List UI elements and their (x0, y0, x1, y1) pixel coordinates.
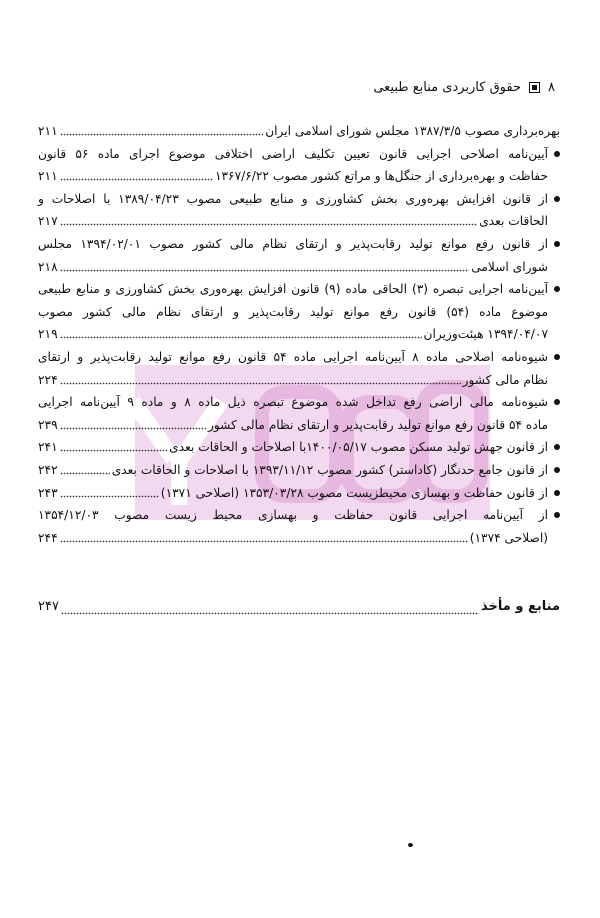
bullet-icon (554, 490, 560, 496)
toc-entry[interactable] (38, 233, 560, 278)
toc-entry[interactable] (38, 504, 560, 549)
bullet-icon (554, 241, 560, 247)
toc-page-number: ۲۴۱ (38, 440, 58, 455)
toc-entry[interactable] (38, 120, 560, 143)
dot-leader (61, 599, 479, 617)
bullet-icon (554, 399, 560, 405)
toc-entry-text: نظام مالی کشور (462, 372, 548, 387)
toc-entry-text: شورای اسلامی (471, 259, 548, 274)
toc-entry-text: از قانون افزایش بهره‌وری بخش کشاورزی و منابع طبیعی مصوب ۱۳۸۹/۰۴/۲۳ با اصلاحات و (38, 191, 548, 206)
toc-entry-text: شیوه‌نامه مالی اراضی رفع تداخل شده موضوع تبصره ذیل ماده ۸ و ماده ۹ آیین‌نامه اجرایی (38, 395, 549, 410)
toc-entry-text: بهره‌برداری مصوب ۱۳۸۷/۳/۵ مجلس شورای اسلامی ایران (265, 124, 560, 138)
toc-entry-text: الحاقات بعدی (479, 214, 548, 229)
toc-page-number: ۲۴۲ (38, 462, 58, 477)
toc-entry[interactable] (38, 143, 560, 188)
toc-entry-text: (اصلاحی ۱۳۷۴) (469, 530, 548, 545)
toc-entry-text: موضوع ماده (۵۴) قانون رفع موانع تولید رقابت‌پذیر و ارتقای نظام مالی کشور مصوب (38, 304, 548, 319)
toc-entry-text: از آیین‌نامه اجرایی قانون حفاظت و بهسازی محیط زیست مصوب ۱۳۵۴/۱۲/۰۳ (38, 508, 548, 523)
square-bullet-icon (529, 82, 540, 93)
dot-leader (60, 436, 168, 454)
dot-leader (60, 414, 206, 432)
toc-page-number: ۲۲۴ (38, 372, 58, 387)
footer-mark (408, 843, 413, 847)
table-of-contents (38, 120, 560, 549)
running-header (373, 80, 555, 95)
dot-leader (60, 210, 478, 228)
bullet-icon (554, 467, 560, 473)
toc-entry-text: ماده ۵۴ قانون رفع موانع تولید رقابت‌پذیر و ارتقای نظام مالی کشور (208, 417, 548, 432)
page-number: ۸ (548, 80, 555, 95)
bullet-icon (554, 286, 560, 292)
toc-entry-text: از قانون حفاظت و بهسازی محیطزیست مصوب ۱۳۵۳/۰۳/۲۸ (اصلاحی ۱۳۷۱) (160, 485, 548, 500)
section-title: منابع و مأخذ (481, 599, 560, 614)
toc-section-references[interactable] (38, 599, 560, 617)
dot-leader (60, 256, 470, 274)
toc-entry-text: شیوه‌نامه اصلاحی ماده ۸ آیین‌نامه اجرایی ماده ۵۴ قانون رفع موانع تولید رقابت‌پذیر و ارتقای (38, 349, 548, 364)
toc-page-number: ۲۴۳ (38, 485, 58, 500)
toc-entry-text: حفاظت و بهره‌برداری از جنگل‌ها و مراتع کشور مصوب ۱۳۶۷/۶/۲۲ (214, 169, 548, 184)
toc-page-number: ۲۱۱ (38, 169, 58, 184)
toc-page-number: ۲۳۹ (38, 417, 58, 432)
dot-leader (60, 527, 468, 545)
toc-entry[interactable] (38, 188, 560, 233)
toc-page-number: ۲۴۷ (38, 599, 59, 614)
toc-entry-text: از قانون رفع موانع تولید رقابت‌پذیر و ارتقای نظام مالی کشور مصوب ۱۳۹۴/۰۲/۰۱ مجلس (38, 236, 548, 251)
toc-page-number: ۲۱۹ (38, 327, 58, 342)
dot-leader (60, 482, 159, 500)
toc-page-number: ۲۴۴ (38, 530, 58, 545)
toc-page-number: ۲۱۷ (38, 214, 58, 229)
toc-entry[interactable] (38, 436, 560, 459)
dot-leader (60, 165, 213, 183)
toc-entry[interactable] (38, 278, 560, 346)
toc-entry[interactable] (38, 346, 560, 391)
bullet-icon (554, 196, 560, 202)
bullet-icon (554, 512, 560, 518)
toc-entry[interactable] (38, 482, 560, 505)
bullet-icon (554, 444, 560, 450)
dot-leader (60, 369, 461, 387)
toc-entry-text: از قانون جهش تولید مسکن مصوب ۱۴۰۰/۰۵/۱۷با اصلاحات و الحاقات بعدی (169, 440, 548, 455)
bullet-icon (554, 354, 560, 360)
toc-page-number: ۲۱۱ (38, 124, 58, 138)
toc-entry-text: ۱۳۹۴/۰۴/۰۷ هیئت‌وزیران (423, 327, 548, 342)
toc-entry-text: آیین‌نامه اجرایی تبصره (۳) الحاقی ماده (۹) قانون افزایش بهره‌وری بخش کشاورزی و منابع طبیعی (38, 282, 549, 297)
toc-entry-text: آیین‌نامه اصلاحی اجرایی قانون تعیین تکلیف اراضی اختلافی موضوع اجرای ماده ۵۶ قانون (38, 146, 548, 161)
toc-entry[interactable] (38, 391, 560, 436)
toc-entry-text: از قانون جامع حدنگار (کاداستر) کشور مصوب ۱۳۹۳/۱۱/۱۲ با اصلاحات و الحاقات بعدی (111, 462, 548, 477)
dot-leader (60, 323, 422, 341)
dot-leader (60, 120, 264, 138)
toc-page-number: ۲۱۸ (38, 259, 58, 274)
toc-entry[interactable] (38, 459, 560, 482)
dot-leader (60, 459, 110, 477)
bullet-icon (554, 151, 560, 157)
book-title: حقوق کاربردی منابع طبیعی (373, 80, 522, 95)
